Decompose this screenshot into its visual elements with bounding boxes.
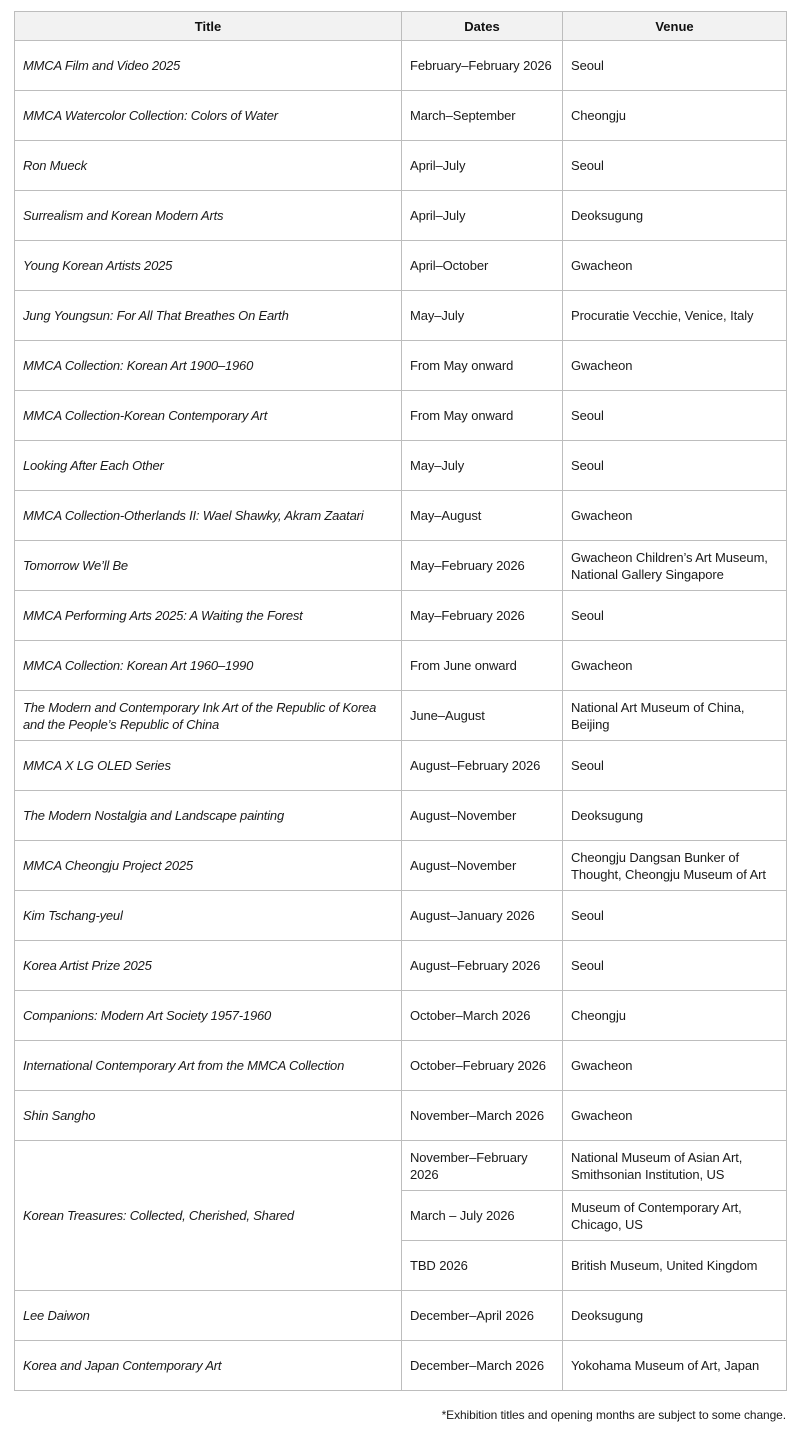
exhibition-dates: August–February 2026 [402,941,563,991]
exhibition-dates: November–March 2026 [402,1091,563,1141]
table-row [15,1291,787,1341]
exhibition-venue: Seoul [563,141,787,191]
exhibition-dates: August–January 2026 [402,891,563,941]
exhibition-dates: April–July [402,191,563,241]
exhibition-title: International Contemporary Art from the MMCA Collection [15,1041,402,1091]
header-venue: Venue [563,12,787,41]
exhibition-venue: Seoul [563,891,787,941]
exhibition-venue: Gwacheon [563,1041,787,1091]
exhibition-venue: Seoul [563,41,787,91]
exhibition-venue: Gwacheon [563,1091,787,1141]
exhibition-dates: April–October [402,241,563,291]
exhibition-title: Korean Treasures: Collected, Cherished, Shared [15,1141,402,1291]
exhibition-title: MMCA Film and Video 2025 [15,41,402,91]
table-row [15,141,787,191]
table-row [15,391,787,441]
table-row [15,841,787,891]
header-title: Title [15,12,402,41]
table-row [15,341,787,391]
exhibition-title: Shin Sangho [15,1091,402,1141]
table-row [15,191,787,241]
exhibition-venue: Gwacheon Children’s Art Museum, National Gallery Singapore [563,541,787,591]
exhibition-dates: TBD 2026 [402,1241,563,1291]
table-row [15,1341,787,1391]
exhibition-title: The Modern and Contemporary Ink Art of the Republic of Korea and the People’s Republic of China [15,691,402,741]
exhibition-venue: Procuratie Vecchie, Venice, Italy [563,291,787,341]
exhibition-dates: From June onward [402,641,563,691]
exhibition-venue: Seoul [563,441,787,491]
exhibition-schedule-table [14,11,787,1391]
exhibition-title: MMCA Collection: Korean Art 1900–1960 [15,341,402,391]
exhibition-dates: December–April 2026 [402,1291,563,1341]
table-row [15,891,787,941]
exhibition-venue: Gwacheon [563,641,787,691]
exhibition-dates: August–November [402,841,563,891]
exhibition-venue: British Museum, United Kingdom [563,1241,787,1291]
exhibition-venue: Gwacheon [563,241,787,291]
header-row [15,12,787,41]
exhibition-venue: Gwacheon [563,491,787,541]
exhibition-title: Korea and Japan Contemporary Art [15,1341,402,1391]
exhibition-venue: Deoksugung [563,191,787,241]
exhibition-title: The Modern Nostalgia and Landscape painting [15,791,402,841]
exhibition-dates: May–February 2026 [402,591,563,641]
exhibition-venue: National Art Museum of China, Beijing [563,691,787,741]
header-dates: Dates [402,12,563,41]
exhibition-title: Looking After Each Other [15,441,402,491]
exhibition-title: MMCA Collection-Korean Contemporary Art [15,391,402,441]
exhibition-venue: Museum of Contemporary Art, Chicago, US [563,1191,787,1241]
table-row [15,541,787,591]
exhibition-title: Surrealism and Korean Modern Arts [15,191,402,241]
exhibition-title: Companions: Modern Art Society 1957-1960 [15,991,402,1041]
exhibition-dates: February–February 2026 [402,41,563,91]
exhibition-dates: June–August [402,691,563,741]
exhibition-venue: Cheongju [563,991,787,1041]
table-row [15,741,787,791]
exhibition-venue: Yokohama Museum of Art, Japan [563,1341,787,1391]
schedule-body [15,41,787,1391]
exhibition-title: Kim Tschang-yeul [15,891,402,941]
exhibition-dates: May–July [402,291,563,341]
table-row [15,791,787,841]
table-row [15,1141,787,1191]
exhibition-dates: April–July [402,141,563,191]
table-row [15,41,787,91]
exhibition-title: Young Korean Artists 2025 [15,241,402,291]
exhibition-title: MMCA Collection-Otherlands II: Wael Shawky, Akram Zaatari [15,491,402,541]
exhibition-title: MMCA X LG OLED Series [15,741,402,791]
table-row [15,941,787,991]
exhibition-venue: Cheongju [563,91,787,141]
exhibition-title: MMCA Watercolor Collection: Colors of Water [15,91,402,141]
table-row [15,241,787,291]
exhibition-dates: May–February 2026 [402,541,563,591]
exhibition-venue: Deoksugung [563,791,787,841]
exhibition-title: Ron Mueck [15,141,402,191]
table-row [15,641,787,691]
exhibition-venue: Gwacheon [563,341,787,391]
table-row [15,1091,787,1141]
exhibition-title: MMCA Performing Arts 2025: A Waiting the Forest [15,591,402,641]
exhibition-venue: Seoul [563,391,787,441]
footnote: *Exhibition titles and opening months are subject to some change. [441,1408,786,1422]
exhibition-venue: National Museum of Asian Art, Smithsonian Institution, US [563,1141,787,1191]
table-row [15,291,787,341]
table-row [15,691,787,741]
exhibition-venue: Cheongju Dangsan Bunker of Thought, Cheongju Museum of Art [563,841,787,891]
table-row [15,991,787,1041]
exhibition-venue: Seoul [563,941,787,991]
exhibition-dates: March – July 2026 [402,1191,563,1241]
table-row [15,91,787,141]
exhibition-title: MMCA Cheongju Project 2025 [15,841,402,891]
exhibition-title: MMCA Collection: Korean Art 1960–1990 [15,641,402,691]
exhibition-title: Korea Artist Prize 2025 [15,941,402,991]
table-row [15,491,787,541]
exhibition-dates: May–August [402,491,563,541]
exhibition-title: Jung Youngsun: For All That Breathes On Earth [15,291,402,341]
exhibition-title: Tomorrow We’ll Be [15,541,402,591]
exhibition-dates: October–February 2026 [402,1041,563,1091]
exhibition-dates: August–November [402,791,563,841]
exhibition-dates: December–March 2026 [402,1341,563,1391]
exhibition-venue: Deoksugung [563,1291,787,1341]
table-row [15,591,787,641]
exhibition-dates: From May onward [402,391,563,441]
table-row [15,1041,787,1091]
exhibition-dates: March–September [402,91,563,141]
exhibition-venue: Seoul [563,741,787,791]
exhibition-dates: May–July [402,441,563,491]
exhibition-dates: November–February 2026 [402,1141,563,1191]
table-row [15,441,787,491]
exhibition-dates: August–February 2026 [402,741,563,791]
exhibition-dates: October–March 2026 [402,991,563,1041]
exhibition-title: Lee Daiwon [15,1291,402,1341]
exhibition-venue: Seoul [563,591,787,641]
exhibition-dates: From May onward [402,341,563,391]
